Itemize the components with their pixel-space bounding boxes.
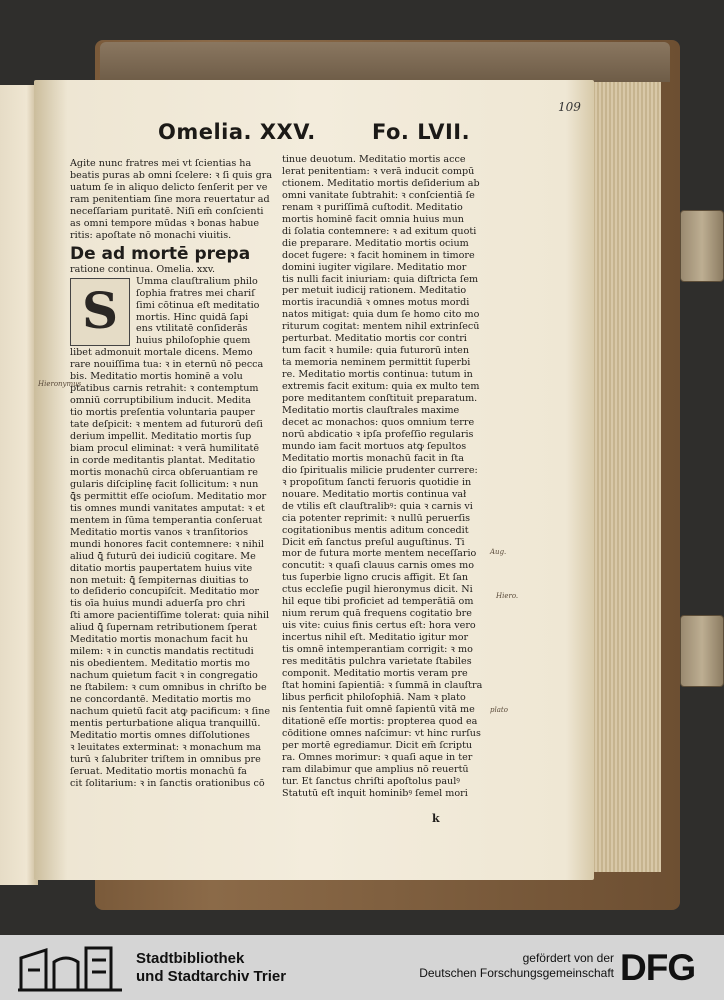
footer-banner	[0, 935, 724, 1000]
text-line: incertus nihil eſt. Meditatio igitur mor	[282, 632, 469, 644]
text-line: huius philoſophie quem	[136, 335, 251, 347]
text-line: cōditione omnes naſcimur: vt hinc rurſus	[282, 727, 481, 739]
funding-line-1: gefördert von der	[522, 951, 614, 965]
text-line: omniū corruptibilium inducit. Medita	[70, 395, 251, 407]
text-line: dio ſpiritualis milicie prudenter currere:	[282, 464, 478, 476]
text-line: nis obedientem. Meditatio mortis mo	[70, 658, 250, 670]
text-line: Dicit em̄ ſanctus preſul auguſtinus. Ti	[282, 536, 465, 548]
text-line: extremis facit exitum: quia ex multo tem	[282, 381, 480, 393]
text-line: ſeruat. Meditatio mortis monachū fa	[70, 765, 247, 777]
text-line: mor de futura morte mentem neceſſario	[282, 548, 477, 560]
margin-note: Hiero.	[496, 592, 519, 600]
left-page-fragment	[0, 85, 38, 885]
homily-subheading: ratione continua. Omelia. xxv.	[70, 263, 216, 275]
text-line: die preparare. Meditatio mortis ocium	[282, 237, 469, 249]
text-line: in corde meditantis plantat. Meditatio	[70, 454, 256, 466]
text-line: per mortē egrediamur. Dicit em̄ ſcriptu	[282, 739, 473, 751]
text-line: ritis: apoſtate nō monachi viuitis.	[70, 229, 232, 241]
text-line: norū abdicatio ꝛ ipſa profeſſio regularis	[282, 428, 474, 440]
text-line: aliud ꝗ̄ ſupernam retributionem ſperat	[70, 622, 257, 634]
text-line: ctus eccleſie pugil hieronymus dicit. Ni	[282, 584, 473, 596]
text-line: riturum cogitat: mentem nihil extrinſecū	[282, 321, 480, 333]
institution-line-2: und Stadtarchiv Trier	[136, 968, 287, 985]
text-line: non metuit: ꝗ̄ ſempiternas diuitias to	[70, 574, 249, 586]
text-line: ram dilabimur que amplius nō reuertū	[282, 763, 469, 775]
text-line: mortis iracundiā ꝛ omnes motus mordi	[282, 297, 470, 309]
text-line: mundo iam facit mortuos atꝙ ſepultos	[282, 440, 467, 452]
text-line: omni vanitate ſubtrahit: ꝛ conſcientiā ſe	[282, 189, 475, 201]
text-column-left	[70, 158, 273, 790]
text-line: ta memoria neminem permittit ſuperbi	[282, 357, 471, 369]
text-line: rare nouiſſima tua: ꝛ in eternū nō pecca	[70, 359, 264, 371]
text-line: nium rerum quā frequens cogitatio bre	[282, 608, 472, 620]
text-line: aliud ꝗ̄ futurū dei iudiciū cogitare. Me	[70, 550, 256, 562]
text-line: gularis diſciplinę facit ſollicitum: ꝛ nun	[70, 478, 259, 490]
text-line: hil eque tibi proficiet ad temperātiā om	[282, 596, 474, 608]
text-line: natos mitigat: quia dum ſe homo cito mo	[282, 309, 480, 321]
text-line: tate deſpicit: ꝛ mentem ad futurorū deſi	[70, 419, 263, 431]
text-line: Agite nunc fratres mei vt ſcientias ha	[70, 158, 252, 169]
text-line: cogitationibus mentis aditum concedit	[282, 524, 469, 536]
funding-note	[392, 951, 614, 981]
text-line: Umma clauſtralium philo	[136, 275, 258, 287]
text-line: tur. Et ſanctus chriſti apoſtolus paulꝰ	[282, 775, 460, 787]
text-line: ra. Omnes morimur: ꝛ quaſi aque in ter	[282, 751, 473, 763]
text-line: concutit: ꝛ quaſi clauus carnis omes mo	[282, 560, 475, 572]
text-line: Meditatio mortis omnes diſſolutiones	[70, 729, 250, 741]
running-head-right: Fo. LVII.	[372, 120, 471, 144]
page-block-edge	[590, 82, 661, 872]
text-column-right	[282, 154, 482, 799]
text-line: Meditatio mortis monachum facit hu	[70, 634, 249, 646]
text-line: Meditatio mortis vanos ꝛ tranſitorios	[70, 526, 248, 538]
text-line: componit. Meditatio mortis veram pre	[282, 667, 468, 679]
text-line: bis. Meditatio mortis hominē a volu	[70, 371, 243, 383]
trier-porta-nigra-logo-icon	[16, 940, 126, 995]
text-line: ſophia fratres mei chariſ	[136, 287, 255, 299]
text-line: Meditatio mortis clauſtrales maxime	[282, 405, 460, 417]
text-line: nis ſententia fuit omnē ſapientū vitā me	[282, 703, 475, 715]
text-line: tis omnē intemperantiam corrigit: ꝛ mo	[282, 644, 473, 656]
text-line: tis oīa huius mundi aduerſa pro chri	[70, 598, 246, 610]
text-line: per metuit iudicij rationem. Meditatio	[282, 285, 467, 297]
signature-mark: k	[432, 812, 440, 825]
column-lines-top	[70, 158, 273, 242]
text-line: domini iugiter vigilare. Meditatio mor	[282, 261, 467, 273]
text-line: ditatio mortis paupertatem huius vite	[70, 562, 253, 574]
text-line: tis nulli facit iniuriam: quia diſtricta ſem	[282, 273, 479, 285]
column-lines-body	[70, 276, 270, 790]
text-line: ditationē eſſe mortis: propterea quod ea	[282, 715, 478, 727]
text-line: cit ſolitarium: ꝛ in ſanctis orationibus cō	[70, 777, 265, 789]
text-line: res meditātis pulchra varietate ſtabiles	[282, 656, 472, 668]
text-line: cia potenter reprimit: ꝛ nullū peruerſis	[282, 512, 471, 524]
homily-heading: De ad mortē prepa	[70, 243, 251, 264]
text-line: decet ac monachos: quos omnium terre	[282, 416, 475, 428]
text-line: derium impellit. Meditatio mortis ſup	[70, 431, 252, 443]
margin-note: plato	[490, 706, 508, 714]
text-line: neceſſariam puritatē. Niſi em̄ conſcienti	[70, 205, 264, 217]
text-line: perturbat. Meditatio mortis cor contri	[282, 333, 467, 345]
text-line: Statutū eſt inquit hominibꝰ ſemel mori	[282, 787, 468, 799]
text-line: nachum quietum facit ꝛ in congregatio	[70, 670, 258, 682]
text-line: milem: ꝛ in cunctis mandatis rectitudi	[70, 646, 254, 658]
text-line: mortis. Hinc quidā ſapi	[136, 311, 249, 323]
text-line: nouare. Meditatio mortis continua vał	[282, 488, 467, 500]
text-line: nachum quietū facit atꝙ pacificum: ꝛ ſine	[70, 705, 271, 717]
text-line: ꝛ leuitates exterminat: ꝛ monachum ma	[70, 741, 262, 753]
text-line: renam ꝛ puriſſimā cuſtodit. Meditatio	[282, 201, 463, 213]
text-line: mentis perturbatione aliqua tranquillū.	[70, 717, 261, 729]
text-line: uis vite: cuius finis certus eſt: hora vero	[282, 620, 476, 632]
text-line: ram penitentiam ſine mora reuertatur ad	[70, 193, 270, 205]
text-line: lerat penitentiam: ꝛ verā inducit compū	[282, 165, 475, 177]
folio-number: 109	[558, 100, 581, 114]
text-line: ctionem. Meditatio mortis deſiderium ab	[282, 177, 480, 189]
text-line: as omni tempore mūdas ꝛ bonas habue	[70, 217, 260, 229]
text-line: libet admonuit mortale dicens. Memo	[70, 347, 253, 359]
margin-note: Hieronymus	[38, 380, 82, 388]
clasp-bottom	[680, 615, 724, 687]
text-line: Meditatio mortis monachū facit in ſta	[282, 452, 464, 464]
institution-name	[136, 950, 286, 986]
text-line: pore meditantem conſtituit preparatum.	[282, 393, 478, 405]
text-line: mentem in ſūma temperantia conſeruat	[70, 514, 263, 526]
institution-line-1: Stadtbibliothek	[136, 950, 245, 967]
text-line: libus perficit philoſophiā. Nam ꝛ plato	[282, 691, 466, 703]
text-line: ꝗ̄s permittit eſſe ocioſum. Meditatio mor	[70, 490, 267, 502]
text-line: to deſiderio concupiſcit. Meditatio mor	[70, 586, 259, 598]
text-line: mortis monachū circa obſeruantiam re	[70, 466, 258, 478]
text-line: ens vtilitatē conſiderās	[136, 323, 248, 335]
funding-line-2: Deutschen Forschungsgemeinschaft	[419, 966, 614, 980]
text-line: tum facit ꝛ humile: quia futurorū inten	[282, 345, 470, 357]
text-line: uatum ſe in aliquo delicto ſenſerit per ve	[70, 181, 268, 193]
text-line: docet fugere: ꝛ facit hominem in timore	[282, 249, 475, 261]
text-line: ſimi cōtinua eſt meditatio	[136, 299, 260, 311]
text-line: tus ſuperbie ligno crucis affigit. Et ſan	[282, 572, 469, 584]
text-line: biam procul eliminat: ꝛ verā humilitatē	[70, 443, 260, 455]
text-line: ꝛ propoſitum ſancti feruoris quotidie in	[282, 476, 472, 488]
text-line: ptatibus carnis retrahit: ꝛ contemptum	[70, 383, 259, 395]
text-line: mundi honores facit contemnere: ꝛ nihil	[70, 538, 264, 550]
text-line: tis omnes mundi vanitates amputat: ꝛ et	[70, 502, 265, 514]
column-lines	[282, 154, 482, 799]
text-line: re. Meditatio mortis continua: tutum in	[282, 369, 473, 381]
text-line: ſtat homini ſapientiā: ꝛ ſummā in clauſtra	[282, 679, 483, 691]
text-line: ne ſtabilem: ꝛ cum omnibus in chriſto be	[70, 682, 267, 694]
book-board-top	[100, 42, 670, 82]
text-line: mortis hominē facit omnia huius mun	[282, 213, 464, 225]
text-line: tio mortis preſentia voluntaria pauper	[70, 407, 255, 419]
text-line: turū ꝛ ſalubriter triſtem in omnibus pre	[70, 753, 261, 765]
running-head-left: Omelia. XXV.	[158, 120, 316, 144]
text-line: beatis puras ab omni ſcelere: ꝛ ſi quis gra	[70, 169, 273, 181]
dfg-logo: DFG	[620, 947, 696, 988]
decorated-initial: S	[70, 278, 130, 346]
text-line: di ſolatia contemnere: ꝛ ad exitum quoti	[282, 225, 477, 237]
text-line: tinue deuotum. Meditatio mortis acce	[282, 154, 466, 165]
clasp-top	[680, 210, 724, 282]
margin-note: Aug.	[490, 548, 507, 556]
text-line: ne concordantē. Meditatio mortis mo	[70, 694, 251, 706]
text-line: ſti amore pacientiſſime tolerat: quia nihil	[70, 610, 270, 622]
text-line: de vtilis eſt clauſtralibꝰ: quia ꝛ carnis vi	[282, 500, 473, 512]
